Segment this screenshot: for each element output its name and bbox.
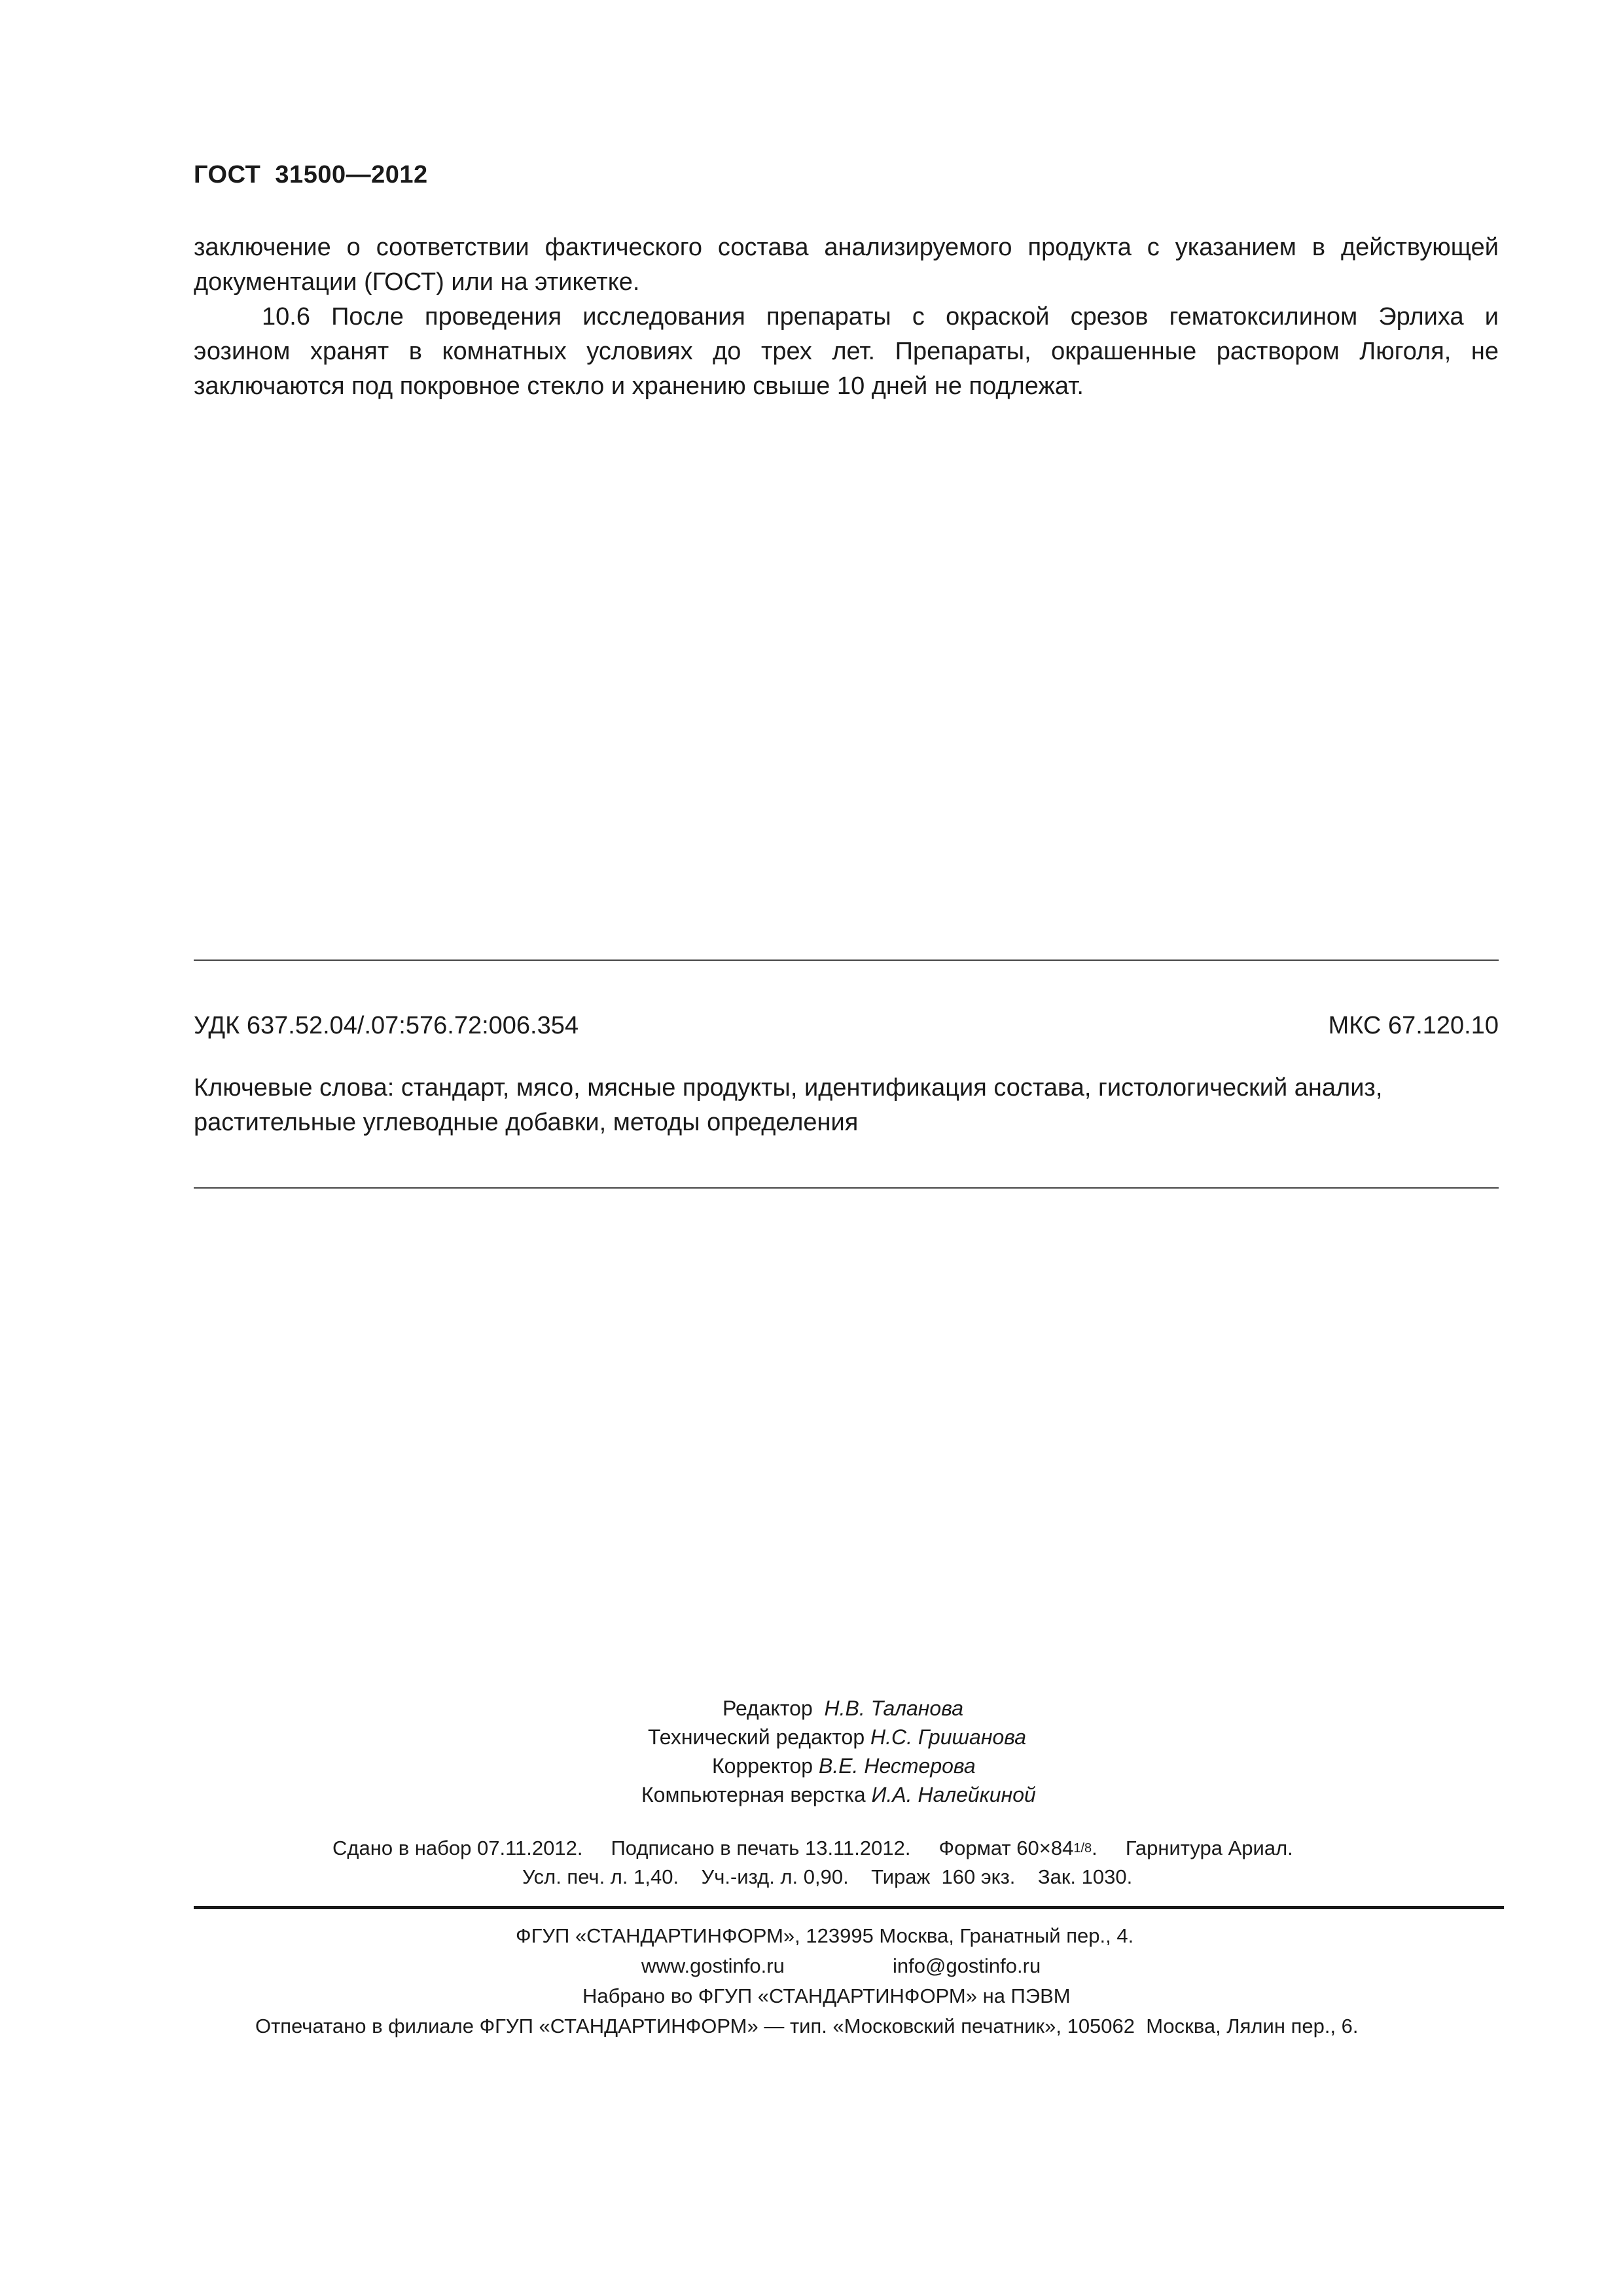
credit-name: Н.В. Таланова bbox=[824, 1696, 963, 1720]
publisher-website: www.gostinfo.ru bbox=[641, 1954, 785, 1977]
credit-editor bbox=[722, 1694, 963, 1723]
keywords-line: растительные углеводные добавки, методы определения bbox=[194, 1109, 859, 1136]
credit-tech-editor bbox=[648, 1723, 1026, 1751]
publisher-address: ФГУП «СТАНДАРТИНФОРМ», 123995 Москва, Гранатный пер., 4. bbox=[516, 1924, 1134, 1947]
body-text bbox=[194, 230, 1499, 404]
print-info-text: Сдано в набор 07.11.2012. Подписано в печать 13.11.2012. Формат 60×84 bbox=[332, 1837, 1074, 1859]
print-info-line-1 bbox=[332, 1837, 1293, 1860]
print-info-text: . Гарнитура Ариал. bbox=[1092, 1837, 1293, 1859]
print-info-line-2: Усл. печ. л. 1,40. Уч.-изд. л. 0,90. Тираж 160 экз. Зак. 1030. bbox=[522, 1865, 1133, 1888]
credit-label: Редактор bbox=[722, 1696, 813, 1720]
credit-layout bbox=[641, 1780, 1036, 1809]
udk-code: УДК 637.52.04/.07:576.72:006.354 bbox=[194, 1012, 579, 1039]
body-line: эозином хранят в комнатных условиях до трех лет. Препараты, окрашенные раствором Люголя, не bbox=[194, 338, 1499, 365]
divider-top bbox=[194, 960, 1499, 961]
publisher-printed: Отпечатано в филиале ФГУП «СТАНДАРТИНФОРМ» — тип. «Московский печатник», 105062 Москва, Лялин пер., 6. bbox=[255, 2015, 1359, 2037]
divider-bottom bbox=[194, 1187, 1499, 1189]
document-code: ГОСТ 31500—2012 bbox=[194, 161, 428, 188]
credit-name: И.А. Налейкиной bbox=[871, 1783, 1036, 1806]
body-line: 10.6 После проведения исследования препараты с окраской срезов гематоксилином Эрлиха и bbox=[262, 303, 1499, 331]
keywords-line: Ключевые слова: стандарт, мясо, мясные продукты, идентификация состава, гистологический анализ, bbox=[194, 1074, 1383, 1102]
publisher-typeset: Набрано во ФГУП «СТАНДАРТИНФОРМ» на ПЭВМ bbox=[582, 1984, 1071, 2007]
credit-name: В.Е. Нестерова bbox=[818, 1754, 976, 1778]
body-line: документации (ГОСТ) или на этикетке. bbox=[194, 268, 640, 296]
credit-label: Корректор bbox=[712, 1754, 813, 1778]
keywords bbox=[194, 1071, 1499, 1140]
body-line: заключение о соответствии фактического состава анализируемого продукта с указанием в действующей bbox=[194, 234, 1499, 261]
credit-name: Н.С. Гришанова bbox=[870, 1725, 1027, 1749]
credit-corrector bbox=[712, 1751, 976, 1780]
body-line: заключаются под покровное стекло и хранению свыше 10 дней не подлежат. bbox=[194, 372, 1084, 400]
divider-thick bbox=[194, 1906, 1504, 1909]
credit-label: Технический редактор bbox=[648, 1725, 865, 1749]
publisher-email: info@gostinfo.ru bbox=[893, 1954, 1041, 1977]
credit-label: Компьютерная верстка bbox=[641, 1783, 866, 1806]
format-fraction: 1/8 bbox=[1073, 1841, 1092, 1856]
mks-code: МКС 67.120.10 bbox=[1328, 1012, 1499, 1039]
